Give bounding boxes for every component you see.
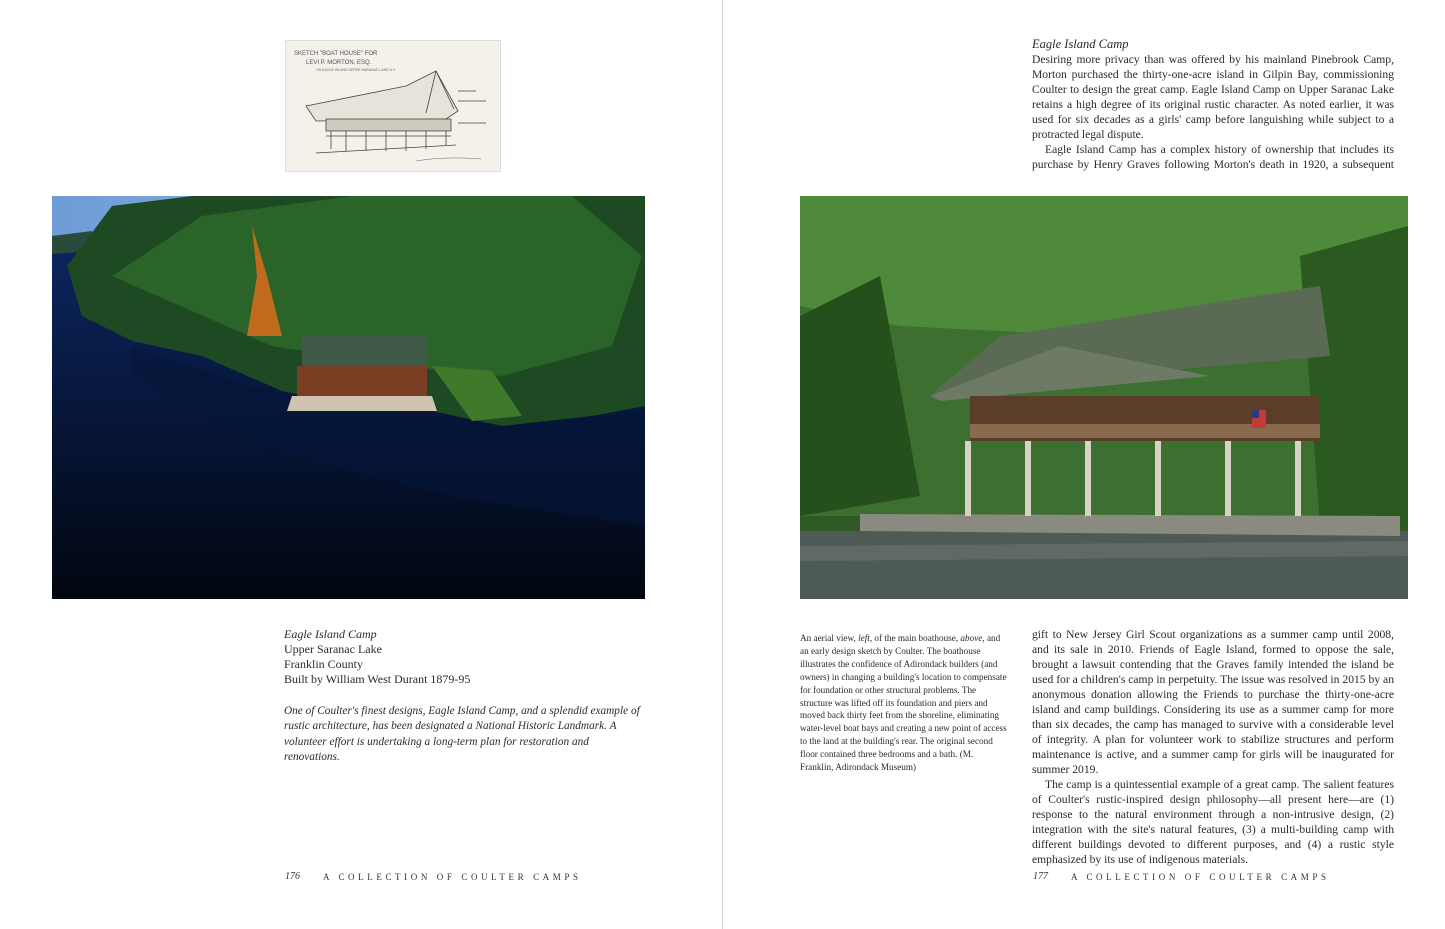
left-page (0, 0, 722, 929)
article-bottom (1032, 627, 1394, 867)
caption-location: Upper Saranac Lake (284, 642, 382, 656)
paragraph: Desiring more privacy than was offered by his mainland Pinebrook Camp, Morton purchased the thirty-one-acre island in Gilpin Bay, commissioning Coulter to design the great camp. Eagle Island Camp on Upper Saranac Lake retains a high degree of its original rustic character. As noted earlier, it was used for six decades as a girls' camp before languishing while subject to a protracted legal dispute. (1032, 53, 1394, 141)
running-title: A COLLECTION OF COULTER CAMPS (323, 872, 582, 882)
article-top (1032, 36, 1394, 172)
caption-title: Eagle Island Camp (284, 627, 377, 641)
caption-ref-above: above (960, 633, 983, 643)
page-number: 177 (1033, 871, 1048, 882)
photo-caption-block (284, 627, 470, 687)
sketch-title-3: ON EAGLE ISLAND UPPER SARANAC LAKE N.Y. (316, 68, 396, 72)
caption-county: Franklin County (284, 657, 364, 671)
caption-text: , and an early design sketch by Coulter. The boathouse illustrates the confidence of Adirondack builders (and owners) in changing a building's location to compensate for foundation or other structural problems. The structure was lifted off its foundation and piers and moved back thirty feet from the shoreline, eliminating water-level boat bays and creating a new point of access to the land at the building's rear. The original second floor contained three bedrooms and a bath. (M. Franklin, Adirondack Museum) (800, 633, 1007, 773)
right-page (723, 0, 1445, 929)
caption-description: One of Coulter's finest designs, Eagle Island Camp, and a splendid example of rustic architecture, has been designated a National Historic Landmark. A volunteer effort is undertaking a long-term plan for restoration and renovations. (284, 705, 640, 763)
page-number: 176 (285, 871, 300, 882)
aerial-photo-eagle-island (52, 196, 645, 599)
paragraph: Eagle Island Camp has a complex history of ownership that includes its purchase by Henry Graves following Morton's death in 1920, a subsequent (1032, 143, 1394, 171)
photo-caption (800, 632, 1008, 774)
caption-ref-left: left (858, 633, 870, 643)
paragraph: gift to New Jersey Girl Scout organizations as a summer camp until 2008, and its sale in 2010. Friends of Eagle Island, formed to oppose the sale, brought a lawsuit contending that the Graves family intended the island be used for a children's camp in perpetuity. The issue was resolved in 2015 by an anonymous donation allowing the Friends to purchase the thirty-one-acre island and camp buildings. Considering its use as a summer camp for more than six decades, the camp has managed to survive with a considerable level of integrity. A plan for volunteer work to stabilize structures and perform maintenance is active, and a summer camp for girls will be inaugurated for summer 2019. (1032, 628, 1394, 776)
sketch-title-1: SKETCH "BOAT HOUSE" FOR (294, 51, 378, 57)
boathouse-photo (800, 196, 1408, 599)
caption-text: , of the main boathouse, (869, 633, 961, 643)
section-heading: Eagle Island Camp (1032, 37, 1129, 51)
caption-text: An aerial view, (800, 633, 859, 643)
sketch-title-2: LEVI P. MORTON, ESQ. (306, 60, 372, 66)
caption-builder: Built by William West Durant 1879-95 (284, 672, 471, 686)
boathouse-design-sketch (285, 40, 501, 172)
running-title: A COLLECTION OF COULTER CAMPS (1071, 872, 1330, 882)
paragraph: The camp is a quintessential example of a great camp. The salient features of Coulter's rustic-inspired design philosophy—all present here—are (1) response to the natural environment through a non-intrusive design, (2) integration with the site's natural features, (3) a multi-building camp with different buildings devoted to different purposes, and (4) a rustic style emphasized by its use of indigenous materials. (1032, 778, 1394, 866)
